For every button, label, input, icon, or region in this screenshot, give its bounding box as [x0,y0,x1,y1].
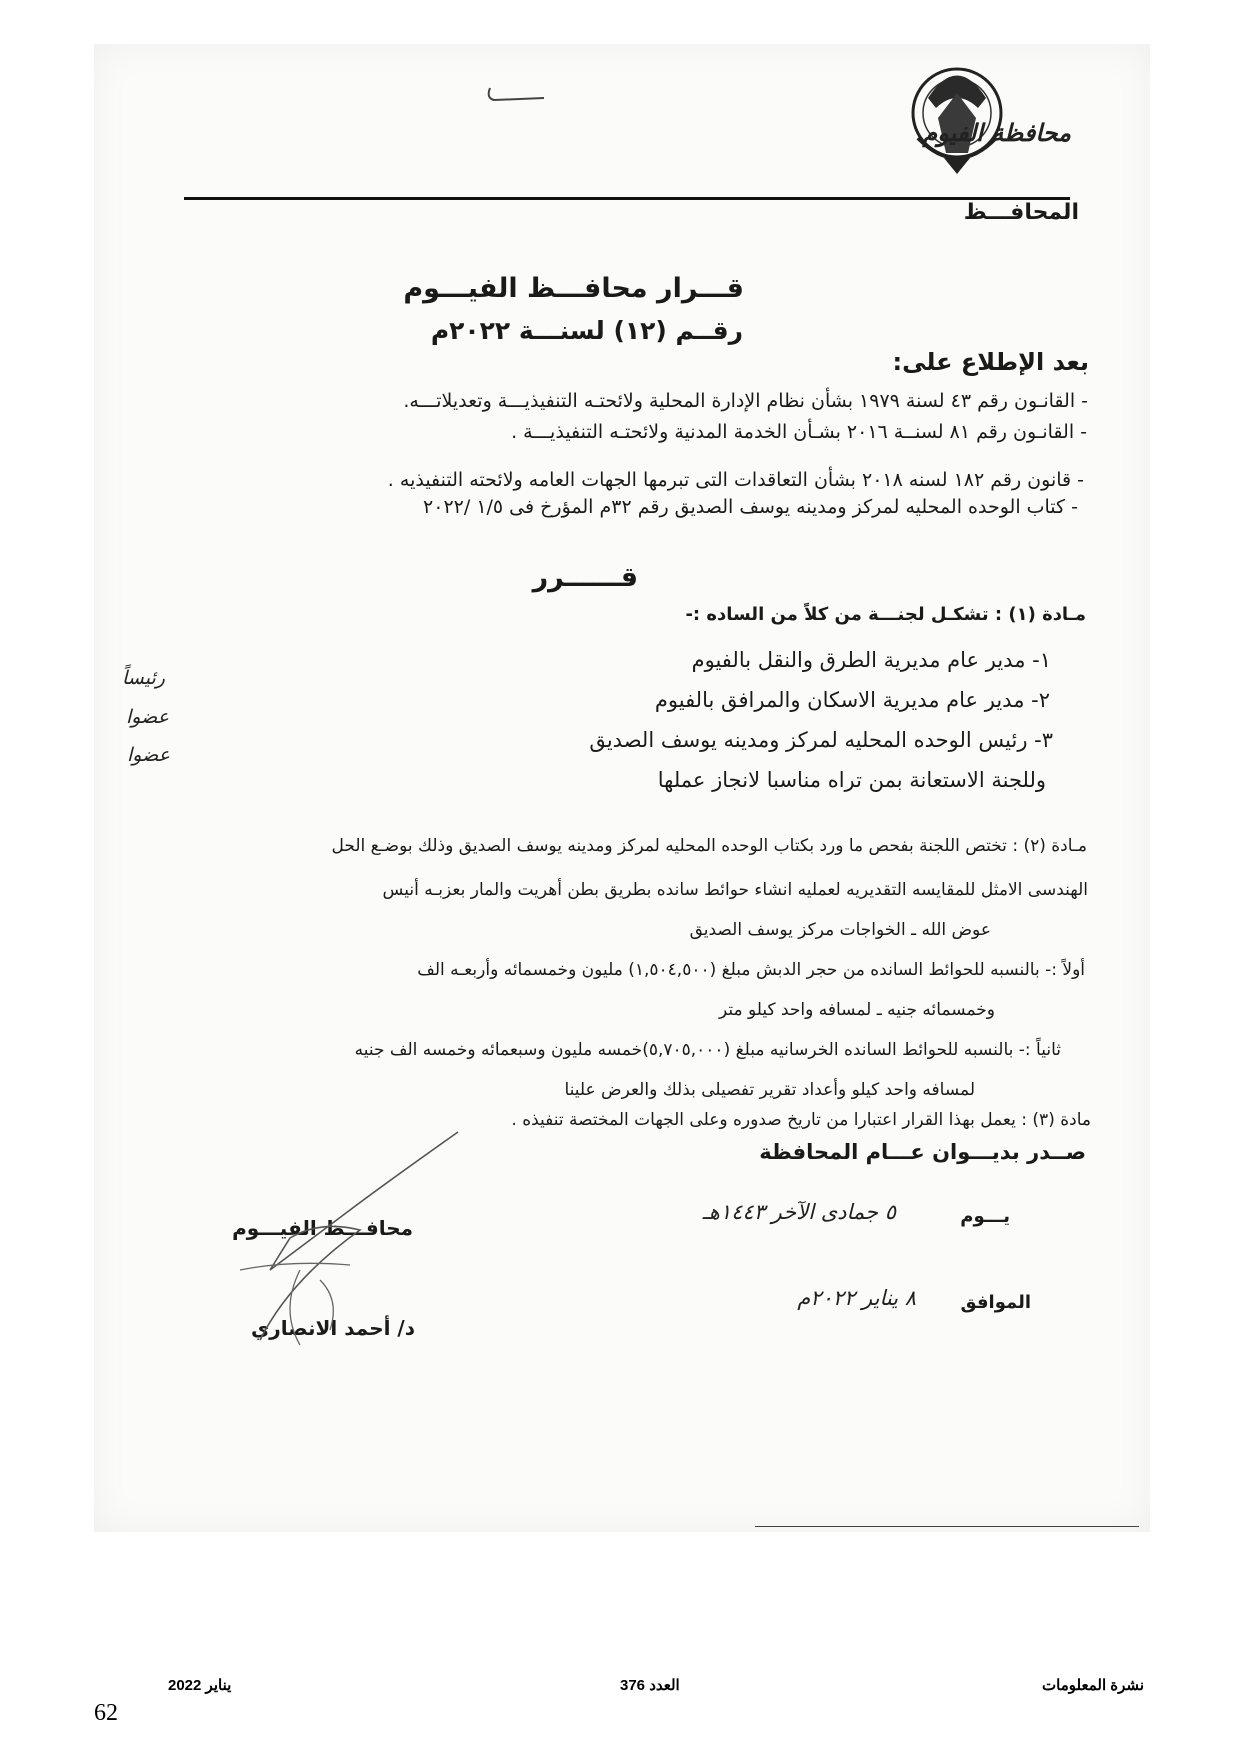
governorate-emblem [898,58,1016,176]
article2-first: وخمسمائه جنيه ـ لمسافه واحد كيلو متر [718,1000,995,1020]
footer-issue: العدد 376 [620,1677,680,1694]
member-role: رئيساً [122,667,165,689]
article1-heading: مـادة (١) : تشكـل لجنـــة من كلاً من الساده :- [685,604,1086,625]
committee-note: وللجنة الاستعانة بمن تراه مناسبا لانجاز عملها [657,768,1046,792]
office-title: المحافـــظ [963,200,1079,225]
footer-publication: نشرة المعلومات [1042,1677,1144,1694]
article2-second: ثانياً :- بالنسبه للحوائط السانده الخرسانيه مبلغ (٥,٧٠٥,٠٠٠)خمسه مليون وسبعمائه وخمسه الف جنيه [354,1040,1061,1060]
preamble-heading: بعد الإطلاع على: [892,348,1089,376]
handwritten-signature [230,1120,480,1350]
governorate-label: محافظة الفيوم [922,118,1071,147]
member-role: عضوا [126,706,169,728]
bottom-rule [755,1526,1139,1527]
committee-member: ٢- مدير عام مديرية الاسكان والمرافق بالفيوم [654,688,1050,712]
handwritten-mark [482,80,552,110]
header-rule [184,197,1070,200]
committee-member: ١- مدير عام مديرية الطرق والنقل بالفيوم [691,648,1051,672]
signatory-title: محافـــظ الفيـــوم [232,1216,413,1240]
decides-heading: قــــــرر [532,562,638,593]
gregorian-date: ٨ يناير ٢٠٢٢م [797,1286,916,1310]
article2-line: عوض الله ـ الخواجات مركز يوسف الصديق [689,920,991,940]
committee-member: ٣- رئيس الوحده المحليه لمركز ومدينه يوسف الصديق [589,728,1053,752]
gregorian-label: الموافق [960,1292,1031,1313]
article3-line: مادة (٣) : يعمل بهذا القرار اعتبارا من تاريخ صدوره وعلى الجهات المختصة تنفيذه . [511,1110,1091,1130]
preamble-item: - القانـون رقم ٤٣ لسنة ١٩٧٩ بشأن نظام الإدارة المحلية ولائحتـه التنفيذيـــة وتعديلاتـــه. [403,390,1088,412]
footer-date: يناير 2022 [168,1677,232,1694]
issued-line: صــدر بديـــوان عـــام المحافظة [759,1140,1086,1164]
signatory-name: د/ أحمد الانصاري [250,1316,415,1340]
preamble-item: - كتاب الوحده المحليه لمركز ومدينه يوسف الصديق رقم ٣٢م المؤرخ فى ١/٥ /٢٠٢٢ [423,496,1078,518]
member-role: عضوا [127,744,170,766]
article2-second: لمسافه واحد كيلو وأعداد تقرير تفصيلى بذلك والعرض علينا [564,1080,975,1100]
preamble-item: - قانون رقم ١٨٢ لسنه ٢٠١٨ بشأن التعاقدات التى تبرمها الجهات العامه ولائحته التنفيذيه . [387,469,1084,491]
decision-title: قـــرار محافـــظ الفيـــوم [403,273,744,304]
preamble-item: - القانـون رقم ٨١ لسنــة ٢٠١٦ بشـأن الخدمة المدنية ولائحتـه التنفيذيـــة . [511,421,1087,443]
page-number: 62 [94,1700,118,1726]
decision-number: رقــم (١٢) لسنـــة ٢٠٢٢م [430,316,743,345]
article2-line: الهندسى الامثل للمقايسه التقديريه لعمليه انشاء حوائط سانده بطريق بطن أهريت والمار بعزبـه أنيس [382,880,1088,900]
hijri-label: يـــوم [960,1206,1010,1227]
hijri-date: ٥ جمادى الآخر ١٤٤٣هـ [702,1200,896,1224]
article2-line: مـادة (٢) : تختص اللجنة بفحص ما ورد بكتاب الوحده المحليه لمركز ومدينه يوسف الصديق وذلك بوضـع الحل [331,836,1087,856]
article2-first: أولاً :- بالنسبه للحوائط السانده من حجر الدبش مبلغ (١,٥٠٤,٥٠٠) مليون وخمسمائه وأربعـه الف [417,960,1085,980]
